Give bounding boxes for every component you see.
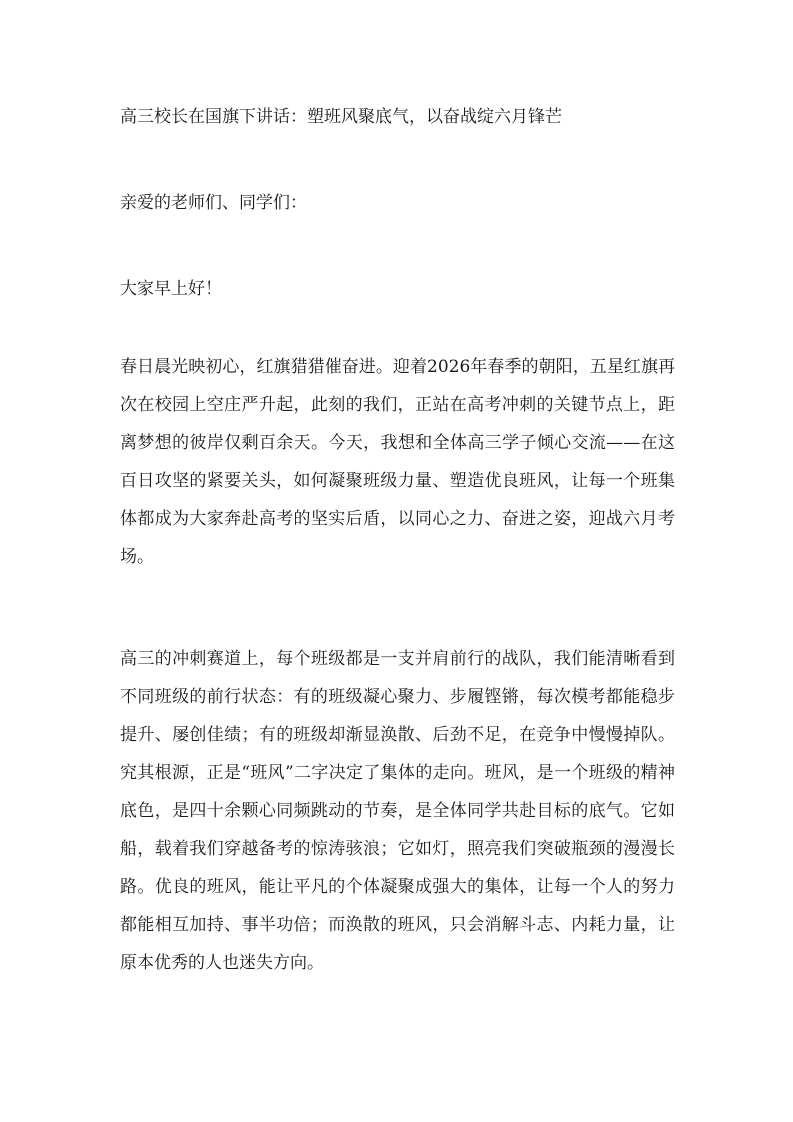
- document-title: 高三校长在国旗下讲话：塑班风聚底气，以奋战绽六月锋芒: [120, 107, 562, 127]
- salutation: 亲爱的老师们、同学们：: [120, 193, 307, 213]
- greeting: 大家早上好！: [120, 279, 222, 299]
- paragraph-1: 春日晨光映初心，红旗猎猎催奋进。迎着2026年春季的朝阳，五星红旗再次在校园上空庄严升起，此刻的我们，正站在高考冲刺的关键节点上，距离梦想的彼岸仅剩百余天。今天，我想和全体高三学子倾心交流——在这百日攻坚的紧要关头，如何凝聚班级力量、塑造优良班风，让每一个班集体都成为大家奔赴高考的坚实后盾，以同心之力、奋进之姿，迎战六月考场。: [120, 357, 675, 567]
- paragraph-2: 高三的冲刺赛道上，每个班级都是一支并肩前行的战队，我们能清晰看到不同班级的前行状态：有的班级凝心聚力、步履铿锵，每次模考都能稳步提升、屡创佳绩；有的班级却渐显涣散、后劲不足，在竞争中慢慢掉队。究其根源，正是“班风”二字决定了集体的走向。班风，是一个班级的精神底色，是四十余颗心同频跳动的节奏，是全体同学共赴目标的底气。它如船，载着我们穿越备考的惊涛骇浪；它如灯，照亮我们突破瓶颈的漫漫长路。优良的班风，能让平凡的个体凝聚成强大的集体，让每一个人的努力都能相互加持、事半功倍；而涣散的班风，只会消解斗志、内耗力量，让原本优秀的人也迷失方向。: [120, 649, 675, 973]
